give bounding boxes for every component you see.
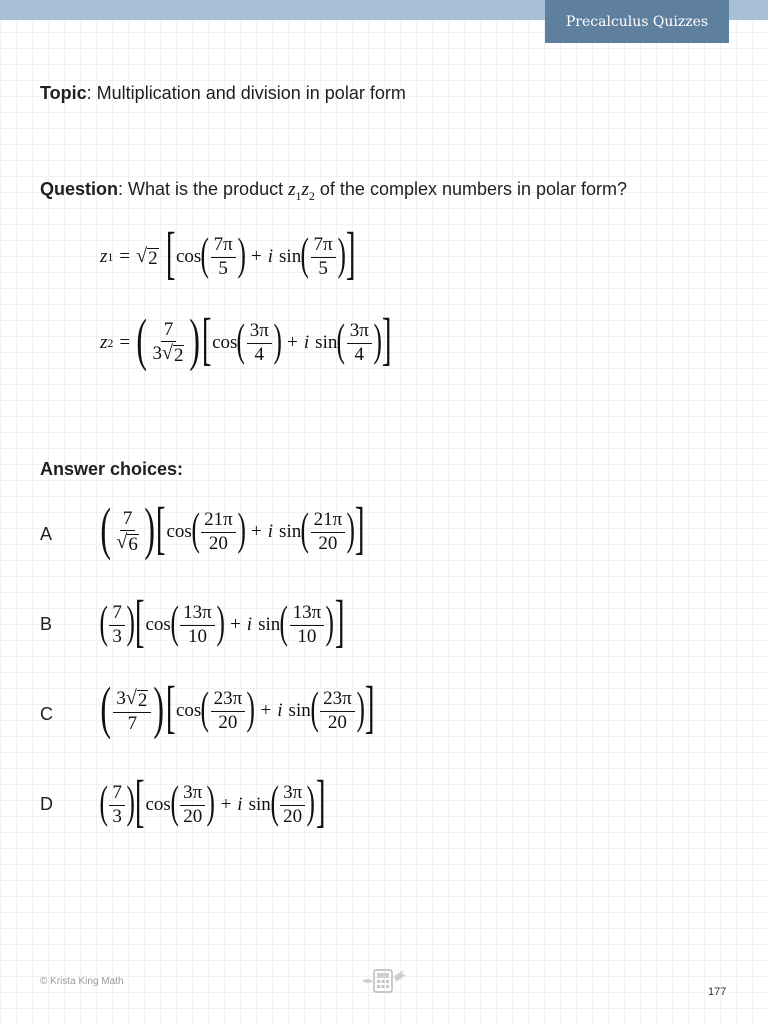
- given-z2-equation: z 2 = ( 7 3 √ 2 ) [ cos ( $\frac{3\pi}{4}$ ) + i sin ( $\frac{3\pi}{4}$ ) ]: [100, 306, 392, 372]
- choice-d-expression: ( $\frac{7}{3}$ ) [ cos ( $\frac{3\pi}{20}$ ) + i sin ( $\frac{3\pi}{20}$ ) ]: [99, 768, 325, 833]
- footer-copyright: © Krista King Math: [40, 976, 124, 987]
- product-symbol: $z_1z_2$: [288, 179, 315, 203]
- answer-choices-header: Answer choices:: [40, 459, 184, 479]
- choice-c-expression: ( 3 √ 2 7 ) [ cos ( $\frac{23\pi}{20}$ ) + i sin ( $\frac{23\pi}{20}$ ) ]: [100, 674, 375, 740]
- topic-text: : Multiplication and division in polar form: [86, 83, 406, 103]
- given-z1-equation: z 1 = √ 2 [ cos ( $\frac{7\pi}{5}$ ) + i sin ( $\frac{7\pi}{5}$ ) ]: [100, 220, 356, 285]
- choice-a-letter: A: [40, 524, 53, 544]
- topic-line: [40, 83, 406, 104]
- choice-b-expression: ( $\frac{7}{3}$ ) [ cos ( $\frac{13\pi}{10}$ ) + i sin ( $\frac{13\pi}{10}$ ) ]: [99, 588, 344, 653]
- question-line: [40, 179, 627, 204]
- question-text-before: : What is the product: [118, 179, 289, 199]
- choice-d-letter: D: [40, 794, 53, 814]
- topic-label: Topic: [40, 83, 87, 103]
- question-label: Question: [40, 179, 119, 199]
- choice-c-letter: C: [40, 704, 53, 724]
- question-text-after: of the complex numbers in polar form?: [314, 179, 628, 199]
- header-tab-label: Precalculus Quizzes: [565, 13, 709, 30]
- z2-modulus: 7 3 √ 2: [152, 318, 184, 367]
- z1-modulus: √ 2: [136, 244, 158, 269]
- choice-b-letter: B: [40, 614, 53, 634]
- choice-a-expression: ( 7 √ 6 ) [ cos ( $\frac{21\pi}{20}$ ) + i sin ( $\frac{21\pi}{20}$ ) ]: [100, 495, 365, 561]
- calculator-logo-icon: [360, 966, 408, 996]
- header-tab: [545, 0, 729, 43]
- page-number: 177: [708, 986, 727, 998]
